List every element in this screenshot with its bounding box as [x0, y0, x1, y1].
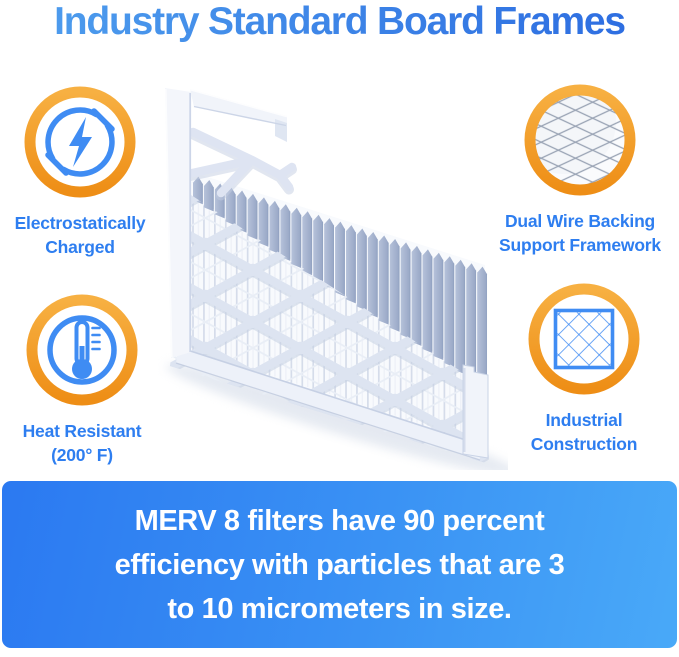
banner-text-line: to 10 micrometers in size. — [167, 592, 512, 625]
banner-text-line: MERV 8 filters have 90 percent — [134, 504, 545, 537]
feature-dual-wire-backing — [492, 84, 668, 257]
feature-label-line: Charged — [45, 237, 115, 257]
merv-info-banner — [2, 481, 677, 648]
feature-label-line: Heat Resistant — [22, 421, 142, 441]
air-filter-drawing — [158, 62, 508, 470]
thermometer-icon — [26, 294, 138, 406]
feature-label — [531, 408, 637, 456]
feature-heat-resistant — [0, 294, 170, 467]
wire-mesh-icon — [524, 84, 636, 196]
feature-label-line: Dual Wire Backing — [504, 211, 656, 231]
feature-label-line: Electrostatically — [14, 213, 146, 233]
feature-label — [15, 211, 146, 259]
feature-label-line: Industrial — [545, 410, 623, 430]
feature-industrial-construction — [496, 283, 672, 456]
feature-label-line: (200° F) — [51, 445, 113, 465]
feature-label — [23, 419, 142, 467]
feature-label — [499, 209, 661, 257]
feature-label-line: Support Framework — [499, 235, 661, 255]
feature-label-line: Construction — [530, 434, 638, 454]
page-title: Industry Standard Board Frames — [0, 0, 679, 46]
lightning-bolt-icon — [24, 86, 136, 198]
lattice-grid-icon — [528, 283, 640, 395]
feature-electrostatically-charged — [0, 86, 168, 259]
air-filter-illustration — [158, 62, 508, 470]
banner-text-line: efficiency with particles that are 3 — [114, 548, 565, 581]
